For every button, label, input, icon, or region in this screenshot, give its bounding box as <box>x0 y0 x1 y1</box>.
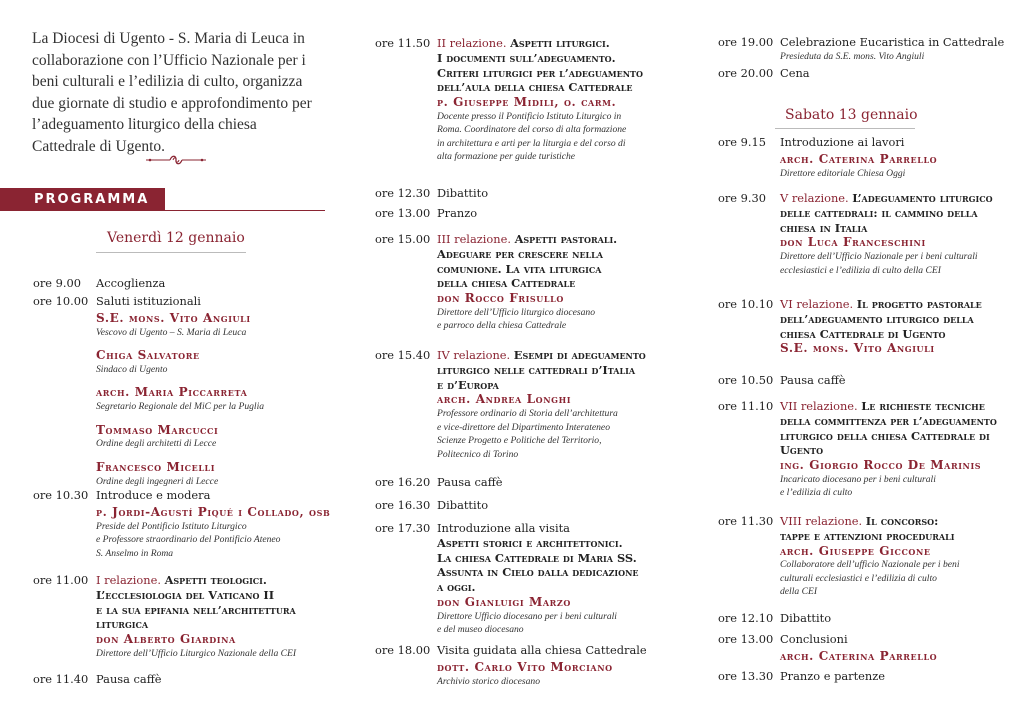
banner-rule <box>165 210 325 211</box>
speaker-name: dott. Carlo Vito Morciano <box>437 659 613 674</box>
relation-title-line: Criteri liturgici per l’adeguamento <box>437 65 643 80</box>
item-body <box>96 672 346 687</box>
relation-number: VI relazione. <box>780 297 857 311</box>
relation-title: Il concorso: <box>865 514 939 528</box>
item-body <box>437 232 687 333</box>
item-heading <box>780 399 1024 414</box>
item-time: ore 12.10 <box>718 611 774 625</box>
item-body <box>437 498 687 513</box>
item-body <box>96 488 346 560</box>
item-body <box>780 135 1024 180</box>
item-time: ore 9.00 <box>33 276 82 290</box>
item-label: Celebrazione Eucaristica in Cattedrale <box>780 35 1005 49</box>
item-label: Pausa caffè <box>96 672 162 686</box>
item-body <box>437 186 687 201</box>
item-time: ore 10.10 <box>718 297 774 311</box>
item-time: ore 19.00 <box>718 35 774 49</box>
relation-title-line: a oggi. <box>437 580 476 595</box>
speaker-name: p. Giuseppe Midili, o. carm. <box>437 95 617 110</box>
item-body <box>780 373 1024 388</box>
relation-title-line: liturgico nelle cattedrali d’Italia <box>437 362 636 377</box>
day-heading-friday: Venerdì 12 gennaio <box>107 230 245 246</box>
speaker-role: Incaricato diocesano per i beni culturali <box>780 473 936 485</box>
relation-number: V relazione. <box>780 191 853 205</box>
item-body <box>780 611 1024 626</box>
speaker-role: e Professore straordinario del Pontificio Ateneo <box>96 534 281 546</box>
speaker-role: ecclesiastici e l’edilizia di culto della CEI <box>780 264 941 276</box>
item-time: ore 9.30 <box>718 191 767 205</box>
item-body <box>96 276 326 291</box>
speaker-role: Ordine degli architetti di Lecce <box>96 438 217 450</box>
relation-title-line: Ugento <box>780 443 824 458</box>
item-time: ore 13.30 <box>718 669 774 683</box>
item-body <box>96 294 346 488</box>
relation-title-line: chiesa in Italia <box>780 220 868 235</box>
speaker-role: Direttore dell’Ufficio Liturgico Nazionale della CEI <box>96 647 297 659</box>
programma-banner: PROGRAMMA <box>0 188 165 211</box>
item-heading <box>96 573 346 588</box>
relation-number: VIII relazione. <box>780 514 866 528</box>
relation-title: Il progetto pastorale <box>856 297 982 311</box>
item-body <box>437 643 687 688</box>
speaker-name: arch. Giuseppe Giccone <box>780 543 931 558</box>
relation-title-line: della chiesa Cattedrale <box>437 276 576 291</box>
relation-title-line: della committenza per l’adeguamento <box>780 413 997 428</box>
relation-title-line: e d’Europa <box>437 377 499 392</box>
item-time: ore 10.00 <box>33 294 89 308</box>
relation-number: III relazione. <box>437 232 515 246</box>
item-label: Accoglienza <box>96 276 166 290</box>
speaker-role: S. Anselmo in Roma <box>96 547 174 559</box>
item-body <box>437 36 687 164</box>
item-body <box>96 573 346 660</box>
relation-title-line: comunione. La vita liturgica <box>437 261 602 276</box>
speaker-role: e parroco della chiesa Cattedrale <box>437 320 567 332</box>
speaker-role: Scienze Progetto e Politiche del Territorio, <box>437 435 602 447</box>
item-label: Saluti istituzionali <box>96 294 201 308</box>
item-body <box>437 206 687 221</box>
item-time: ore 16.20 <box>375 475 431 489</box>
relation-title-line: liturgica <box>96 617 149 632</box>
speaker-role: culturali ecclesiastici e l’edilizia di culto <box>780 572 937 584</box>
speaker-role: Collaboratore dell’ufficio Nazionale per i beni <box>780 559 960 571</box>
relation-title-line: dell’aula della chiesa Cattedrale <box>437 80 633 95</box>
speaker-name: arch. Andrea Longhi <box>437 392 572 407</box>
item-label: Pausa caffè <box>437 475 503 489</box>
item-heading <box>780 514 1024 529</box>
item-time: ore 11.50 <box>375 36 431 50</box>
item-time: ore 20.00 <box>718 66 774 80</box>
item-time: ore 10.50 <box>718 373 774 387</box>
speaker-role: Ordine degli ingegneri di Lecce <box>96 475 219 487</box>
speaker-name: arch. Caterina Parrello <box>780 151 938 166</box>
item-label: Introduzione alla visita <box>437 521 570 535</box>
item-heading <box>780 297 1024 312</box>
relation-title: Aspetti teologici. <box>164 573 267 587</box>
item-time: ore 11.30 <box>718 514 774 528</box>
speaker-role: Direttore Ufficio diocesano per i beni culturali <box>437 610 617 622</box>
speaker-name: Tommaso Marcucci <box>96 422 219 437</box>
speaker-role: Politecnico di Torino <box>437 448 519 460</box>
speaker-role: Direttore dell’Ufficio Nazionale per i beni culturali <box>780 251 978 263</box>
speaker-role: alta formazione per guide turistiche <box>437 151 576 163</box>
item-heading <box>780 191 1024 206</box>
relation-title-line: Adeguare per crescere nella <box>437 246 604 261</box>
speaker-name: don Alberto Giardina <box>96 632 236 647</box>
item-label: Visita guidata alla chiesa Cattedrale <box>437 643 647 657</box>
speaker-name: arch. Caterina Parrello <box>780 648 938 663</box>
item-body <box>780 669 1024 684</box>
relation-title-line: Assunta in Cielo dalla dedicazione <box>437 565 639 580</box>
item-body <box>780 514 1024 599</box>
relation-number: II relazione. <box>437 36 511 50</box>
relation-title: Aspetti pastorali. <box>514 232 618 246</box>
relation-number: IV relazione. <box>437 348 514 362</box>
relation-title-line: chiesa Cattedrale di Ugento <box>780 326 946 341</box>
speaker-role: Archivio storico diocesano <box>437 675 541 687</box>
speaker-role: Roma. Coordinatore del corso di alta formazione <box>437 124 627 136</box>
item-time: ore 13.00 <box>718 632 774 646</box>
item-label: Introduzione ai lavori <box>780 135 905 149</box>
item-time: ore 18.00 <box>375 643 431 657</box>
item-label: Cena <box>780 66 810 80</box>
speaker-role: Direttore dell’Ufficio liturgico diocesano <box>437 306 596 318</box>
relation-title-line: dell’adeguamento liturgico della <box>780 311 974 326</box>
item-heading <box>437 348 687 363</box>
item-description: Presieduta da S.E. mons. Vito Angiuli <box>780 50 925 62</box>
speaker-role: Docente presso il Pontificio Istituto Liturgico in <box>437 110 622 122</box>
speaker-name: S.E. mons. Vito Angiuli <box>780 341 935 356</box>
item-label: Pausa caffè <box>780 373 846 387</box>
relation-title: L’adeguamento liturgico <box>852 191 993 205</box>
item-label: Pranzo <box>437 206 478 220</box>
item-body <box>780 297 1024 356</box>
relation-title-line: delle cattedrali: il cammino della <box>780 205 978 220</box>
speaker-name: S.E. mons. Vito Angiuli <box>96 310 251 325</box>
item-time: ore 15.00 <box>375 232 431 246</box>
item-time: ore 11.00 <box>33 573 89 587</box>
item-heading <box>437 521 687 536</box>
item-label: Introduce e modera <box>96 488 211 502</box>
speaker-name: arch. Maria Piccarreta <box>96 385 248 400</box>
item-time: ore 12.30 <box>375 186 431 200</box>
relation-title-line: e la sua epifania nell’architettura <box>96 602 296 617</box>
item-heading <box>437 232 687 247</box>
speaker-role: e vice-direttore del Dipartimento Interateneo <box>437 421 610 433</box>
item-time: ore 13.00 <box>375 206 431 220</box>
day-underline <box>775 128 915 129</box>
speaker-name: don Rocco Frisullo <box>437 291 564 306</box>
speaker-role: e l’edilizia di culto <box>780 487 853 499</box>
item-body <box>437 348 687 461</box>
ornament-divider-icon <box>144 153 208 167</box>
relation-title: Aspetti liturgici. <box>510 36 610 50</box>
relation-title-line: La chiesa Cattedrale di Maria SS. <box>437 550 637 565</box>
item-label: Dibattito <box>437 498 489 512</box>
item-time: ore 17.30 <box>375 521 431 535</box>
speaker-name: don Luca Franceschini <box>780 235 926 250</box>
speaker-name: don Gianluigi Marzo <box>437 594 571 609</box>
item-label: Dibattito <box>437 186 489 200</box>
speaker-role: in architettura e arti per la liturgia e del corso di <box>437 137 626 149</box>
item-body <box>437 521 687 637</box>
relation-title-line: Aspetti storici e architettonici. <box>437 535 623 550</box>
relation-title: Le richieste tecniche <box>861 399 985 413</box>
speaker-role: Segretario Regionale del MiC per la Puglia <box>96 401 265 413</box>
relation-number: I relazione. <box>96 573 165 587</box>
item-body <box>437 475 687 490</box>
item-time: ore 9.15 <box>718 135 767 149</box>
day-underline <box>96 252 246 253</box>
item-body <box>780 632 1024 664</box>
speaker-role: Direttore editoriale Chiesa Oggi <box>780 167 906 179</box>
item-label: Pranzo e partenze <box>780 669 886 683</box>
speaker-name: Chiga Salvatore <box>96 348 200 363</box>
item-time: ore 11.10 <box>718 399 774 413</box>
speaker-name: ing. Giorgio Rocco De Marinis <box>780 458 982 473</box>
speaker-name: p. Jordi-Agustí Piqué i Collado, osb <box>96 504 331 519</box>
item-time: ore 15.40 <box>375 348 431 362</box>
speaker-role: Professore ordinario di Storia dell’architettura <box>437 408 618 420</box>
item-label: Dibattito <box>780 611 832 625</box>
relation-title-line: I documenti sull’adeguamento. <box>437 50 616 65</box>
relation-title-line: liturgico della chiesa Cattedrale di <box>780 428 990 443</box>
item-body <box>780 191 1024 277</box>
intro-paragraph: La Diocesi di Ugento - S. Maria di Leuca in collaborazione con l’Ufficio Nazionale per i beni culturali e l’edilizia di culto, organizza due giornate di studio e approfondimento per l’adeguamento liturgico della chiesa Cattedrale di Ugento. <box>32 30 312 155</box>
item-body <box>780 399 1024 500</box>
relation-title-line: L’ecclesiologia del Vaticano II <box>96 587 275 602</box>
speaker-role: Preside del Pontificio Istituto Liturgico <box>96 520 247 532</box>
speaker-role: della CEI <box>780 586 818 598</box>
item-body <box>780 66 1024 81</box>
speaker-name: Francesco Micelli <box>96 459 216 474</box>
item-time: ore 16.30 <box>375 498 431 512</box>
speaker-role: Sindaco di Ugento <box>96 363 168 375</box>
item-heading <box>437 36 687 51</box>
item-time: ore 10.30 <box>33 488 89 502</box>
speaker-role: Vescovo di Ugento – S. Maria di Leuca <box>96 326 247 338</box>
item-time: ore 11.40 <box>33 672 89 686</box>
day-heading-saturday: Sabato 13 gennaio <box>785 107 918 123</box>
relation-title: Esempi di adeguamento <box>513 348 646 362</box>
item-label: Conclusioni <box>780 632 848 646</box>
speaker-role: e del museo diocesano <box>437 624 524 636</box>
relation-number: VII relazione. <box>780 399 862 413</box>
item-body <box>780 35 1024 63</box>
relation-title-line: tappe e attenzioni procedurali <box>780 528 955 543</box>
